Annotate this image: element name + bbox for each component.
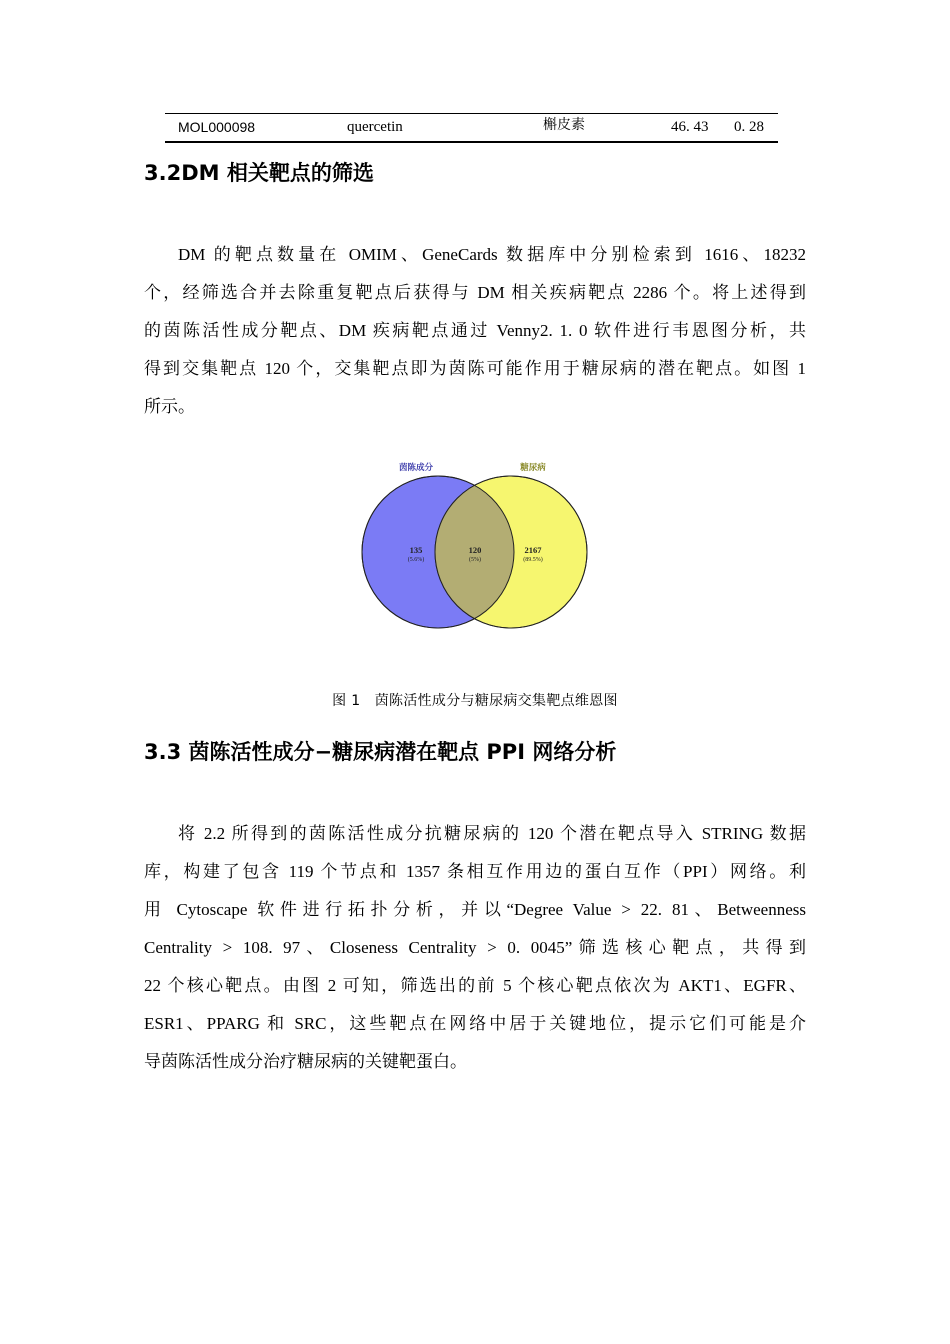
paragraph-line: 用 Cytoscape 软件进行拓扑分析，并以“Degree Value > 22. 81、Betweenness [144,900,806,919]
figure-caption: 图 1 茵陈活性成分与糖尿病交集靶点维恩图 [332,693,618,709]
venn-overlap-pct: (5%) [469,557,481,563]
paragraph-line: DM 的靶点数量在 OMIM、GeneCards 数据库中分别检索到 1616、18232 [178,245,806,264]
paragraph-line: 个，经筛选合并去除重复靶点后获得与 DM 相关疾病靶点 2286 个。将上述得到 [144,283,806,302]
paragraph-line: 库，构建了包含 119 个节点和 1357 条相互作用边的蛋白互作（PPI）网络。利 [144,862,806,881]
chinese-name-cell: 槲皮素 [543,117,585,133]
section-3-3-paragraph [144,815,806,1081]
venn-diagram [340,452,610,632]
venn-overlap-count: 120 [468,545,482,555]
molecule-name-cell: quercetin [347,119,403,135]
mol-id-cell: MOL000098 [178,119,256,135]
paragraph-line: 22 个核心靶点。由图 2 可知，筛选出的前 5 个核心靶点依次为 AKT1、EGFR、 [144,976,806,995]
section-3-2-paragraph [144,236,806,426]
venn-right-pct: (89.5%) [523,557,543,563]
section-3-2-heading: 3.2DM 相关靶点的筛选 [144,161,374,185]
paragraph-line: 导茵陈活性成分治疗糖尿病的关键靶蛋白。 [144,1052,467,1071]
venn-left-label: 茵陈成分 [398,463,434,473]
venn-right-label: 糖尿病 [520,463,546,473]
paragraph-line: Centrality > 108. 97、Closeness Centrality > 0. 0045”筛选核心靶点，共得到 [144,938,806,957]
dl-value-cell: 0. 28 [734,119,764,135]
table-row [165,113,778,143]
venn-left-count: 135 [409,545,423,555]
venn-right-count: 2167 [524,545,542,555]
ob-value-cell: 46. 43 [671,119,709,135]
paragraph-line: 得到交集靶点 120 个，交集靶点即为茵陈可能作用于糖尿病的潜在靶点。如图 1 [144,359,806,378]
paragraph-line: 所示。 [144,397,195,416]
paragraph-line: 的茵陈活性成分靶点、DM 疾病靶点通过 Venny2. 1. 0 软件进行韦恩图分析，共 [144,321,806,340]
paragraph-line: ESR1、PPARG 和 SRC，这些靶点在网络中居于关键地位，提示它们可能是介 [144,1014,806,1033]
venn-left-pct: (5.6%) [407,557,425,563]
section-3-3-heading: 3.3 茵陈活性成分−糖尿病潜在靶点 PPI 网络分析 [144,740,617,764]
paragraph-line: 将 2.2 所得到的茵陈活性成分抗糖尿病的 120 个潜在靶点导入 STRING 数据 [178,824,806,843]
